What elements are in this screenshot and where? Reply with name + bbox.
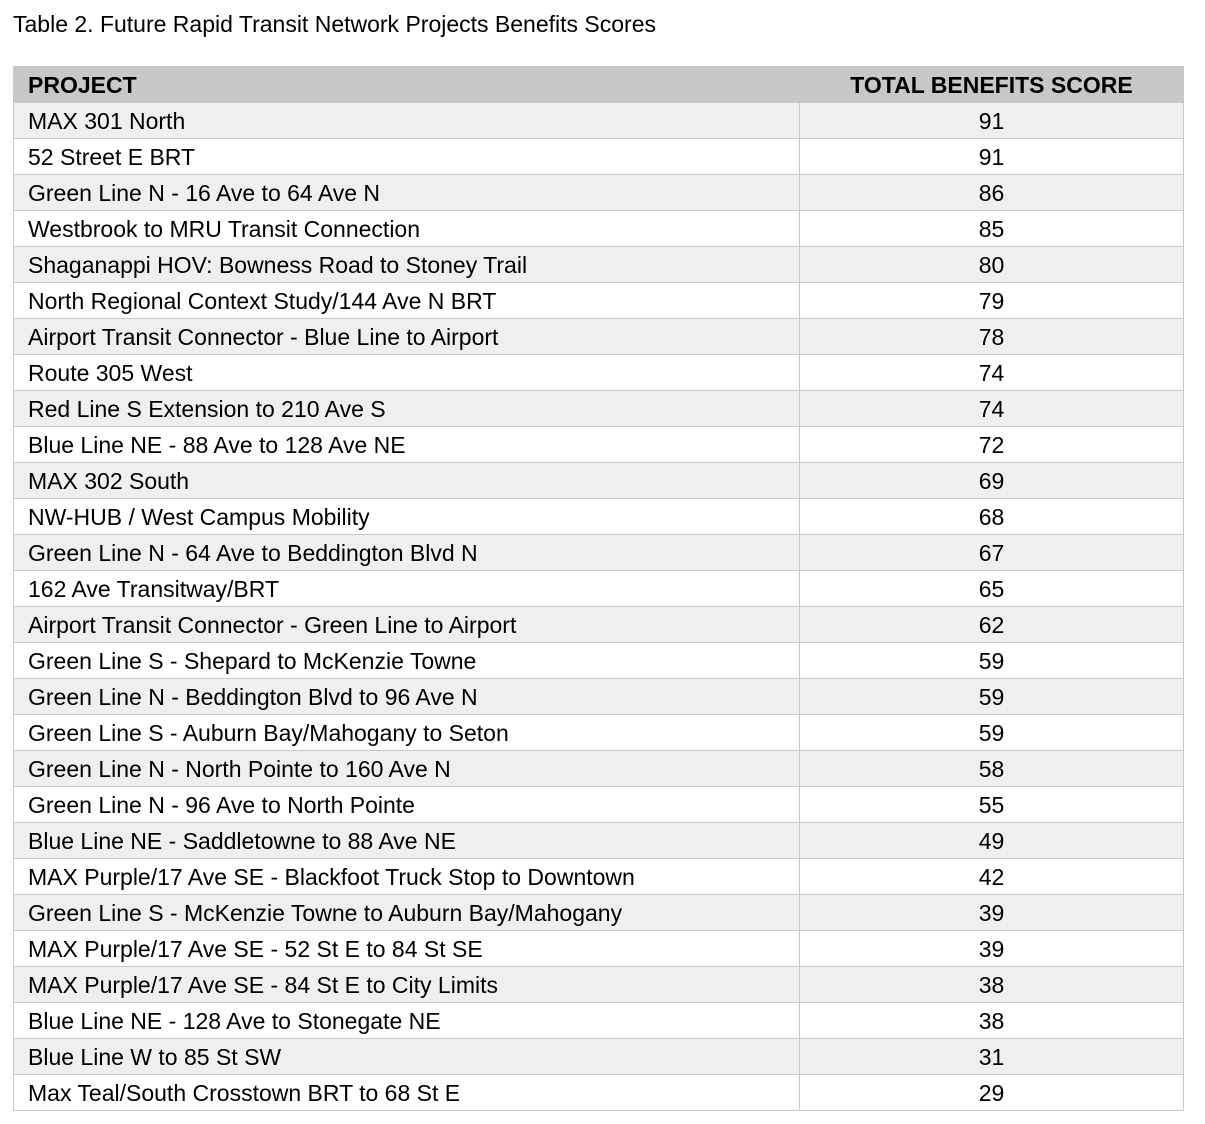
table-row	[14, 571, 1184, 607]
table-row	[14, 391, 1184, 427]
table-body	[14, 103, 1184, 1111]
benefits-score-cell: 49	[800, 823, 1184, 859]
benefits-score-cell: 31	[800, 1039, 1184, 1075]
project-name-cell: MAX Purple/17 Ave SE - Blackfoot Truck Stop to Downtown	[14, 859, 800, 895]
benefits-score-cell: 91	[800, 103, 1184, 139]
table-row	[14, 931, 1184, 967]
table-row	[14, 283, 1184, 319]
table-row	[14, 787, 1184, 823]
table-header	[14, 67, 1184, 103]
table-row	[14, 355, 1184, 391]
table-row	[14, 715, 1184, 751]
benefits-score-cell: 55	[800, 787, 1184, 823]
project-name-cell: Westbrook to MRU Transit Connection	[14, 211, 800, 247]
project-name-cell: MAX Purple/17 Ave SE - 84 St E to City Limits	[14, 967, 800, 1003]
table-row	[14, 247, 1184, 283]
table-row	[14, 1039, 1184, 1075]
project-name-cell: Green Line N - Beddington Blvd to 96 Ave N	[14, 679, 800, 715]
table-row	[14, 211, 1184, 247]
project-name-cell: NW-HUB / West Campus Mobility	[14, 499, 800, 535]
project-name-cell: Blue Line W to 85 St SW	[14, 1039, 800, 1075]
benefits-score-cell: 79	[800, 283, 1184, 319]
project-name-cell: Route 305 West	[14, 355, 800, 391]
project-name-cell: Blue Line NE - Saddletowne to 88 Ave NE	[14, 823, 800, 859]
header-row	[14, 67, 1184, 103]
table-caption: Table 2. Future Rapid Transit Network Projects Benefits Scores	[13, 11, 657, 37]
benefits-score-cell: 78	[800, 319, 1184, 355]
table-row	[14, 319, 1184, 355]
table-row	[14, 139, 1184, 175]
table-row	[14, 175, 1184, 211]
project-name-cell: Green Line N - 16 Ave to 64 Ave N	[14, 175, 800, 211]
benefits-score-cell: 85	[800, 211, 1184, 247]
table-row	[14, 751, 1184, 787]
benefits-score-cell: 68	[800, 499, 1184, 535]
benefits-score-cell: 74	[800, 355, 1184, 391]
table-row	[14, 823, 1184, 859]
table-row	[14, 535, 1184, 571]
benefits-score-cell: 80	[800, 247, 1184, 283]
benefits-score-cell: 58	[800, 751, 1184, 787]
table-row	[14, 1003, 1184, 1039]
table-row	[14, 895, 1184, 931]
project-name-cell: Shaganappi HOV: Bowness Road to Stoney Trail	[14, 247, 800, 283]
benefits-score-cell: 42	[800, 859, 1184, 895]
project-name-cell: MAX 302 South	[14, 463, 800, 499]
benefits-score-cell: 74	[800, 391, 1184, 427]
table-row	[14, 679, 1184, 715]
benefits-score-cell: 69	[800, 463, 1184, 499]
benefits-score-cell: 67	[800, 535, 1184, 571]
table-row	[14, 463, 1184, 499]
project-name-cell: Green Line S - McKenzie Towne to Auburn Bay/Mahogany	[14, 895, 800, 931]
benefits-scores-table	[13, 66, 1184, 1111]
project-name-cell: Airport Transit Connector - Green Line to Airport	[14, 607, 800, 643]
project-name-cell: 52 Street E BRT	[14, 139, 800, 175]
column-header-project: PROJECT	[14, 67, 800, 103]
benefits-score-cell: 62	[800, 607, 1184, 643]
project-name-cell: Green Line S - Shepard to McKenzie Towne	[14, 643, 800, 679]
benefits-score-cell: 59	[800, 715, 1184, 751]
table-row	[14, 643, 1184, 679]
project-name-cell: Airport Transit Connector - Blue Line to Airport	[14, 319, 800, 355]
project-name-cell: Green Line N - 64 Ave to Beddington Blvd N	[14, 535, 800, 571]
table-row	[14, 103, 1184, 139]
table-row	[14, 499, 1184, 535]
column-header-total-benefits-score: TOTAL BENEFITS SCORE	[800, 67, 1184, 103]
table-row	[14, 859, 1184, 895]
project-name-cell: North Regional Context Study/144 Ave N BRT	[14, 283, 800, 319]
project-name-cell: Green Line N - North Pointe to 160 Ave N	[14, 751, 800, 787]
project-name-cell: Blue Line NE - 128 Ave to Stonegate NE	[14, 1003, 800, 1039]
benefits-score-cell: 38	[800, 1003, 1184, 1039]
table-row	[14, 967, 1184, 1003]
benefits-score-cell: 39	[800, 931, 1184, 967]
table-row	[14, 427, 1184, 463]
benefits-score-cell: 29	[800, 1075, 1184, 1111]
benefits-score-cell: 39	[800, 895, 1184, 931]
benefits-score-cell: 38	[800, 967, 1184, 1003]
project-name-cell: Blue Line NE - 88 Ave to 128 Ave NE	[14, 427, 800, 463]
table-row	[14, 1075, 1184, 1111]
project-name-cell: MAX Purple/17 Ave SE - 52 St E to 84 St SE	[14, 931, 800, 967]
benefits-score-cell: 65	[800, 571, 1184, 607]
project-name-cell: 162 Ave Transitway/BRT	[14, 571, 800, 607]
benefits-score-cell: 72	[800, 427, 1184, 463]
project-name-cell: MAX 301 North	[14, 103, 800, 139]
table-row	[14, 607, 1184, 643]
benefits-score-cell: 86	[800, 175, 1184, 211]
project-name-cell: Green Line S - Auburn Bay/Mahogany to Seton	[14, 715, 800, 751]
project-name-cell: Max Teal/South Crosstown BRT to 68 St E	[14, 1075, 800, 1111]
benefits-score-cell: 59	[800, 643, 1184, 679]
project-name-cell: Green Line N - 96 Ave to North Pointe	[14, 787, 800, 823]
benefits-score-cell: 59	[800, 679, 1184, 715]
project-name-cell: Red Line S Extension to 210 Ave S	[14, 391, 800, 427]
benefits-score-cell: 91	[800, 139, 1184, 175]
